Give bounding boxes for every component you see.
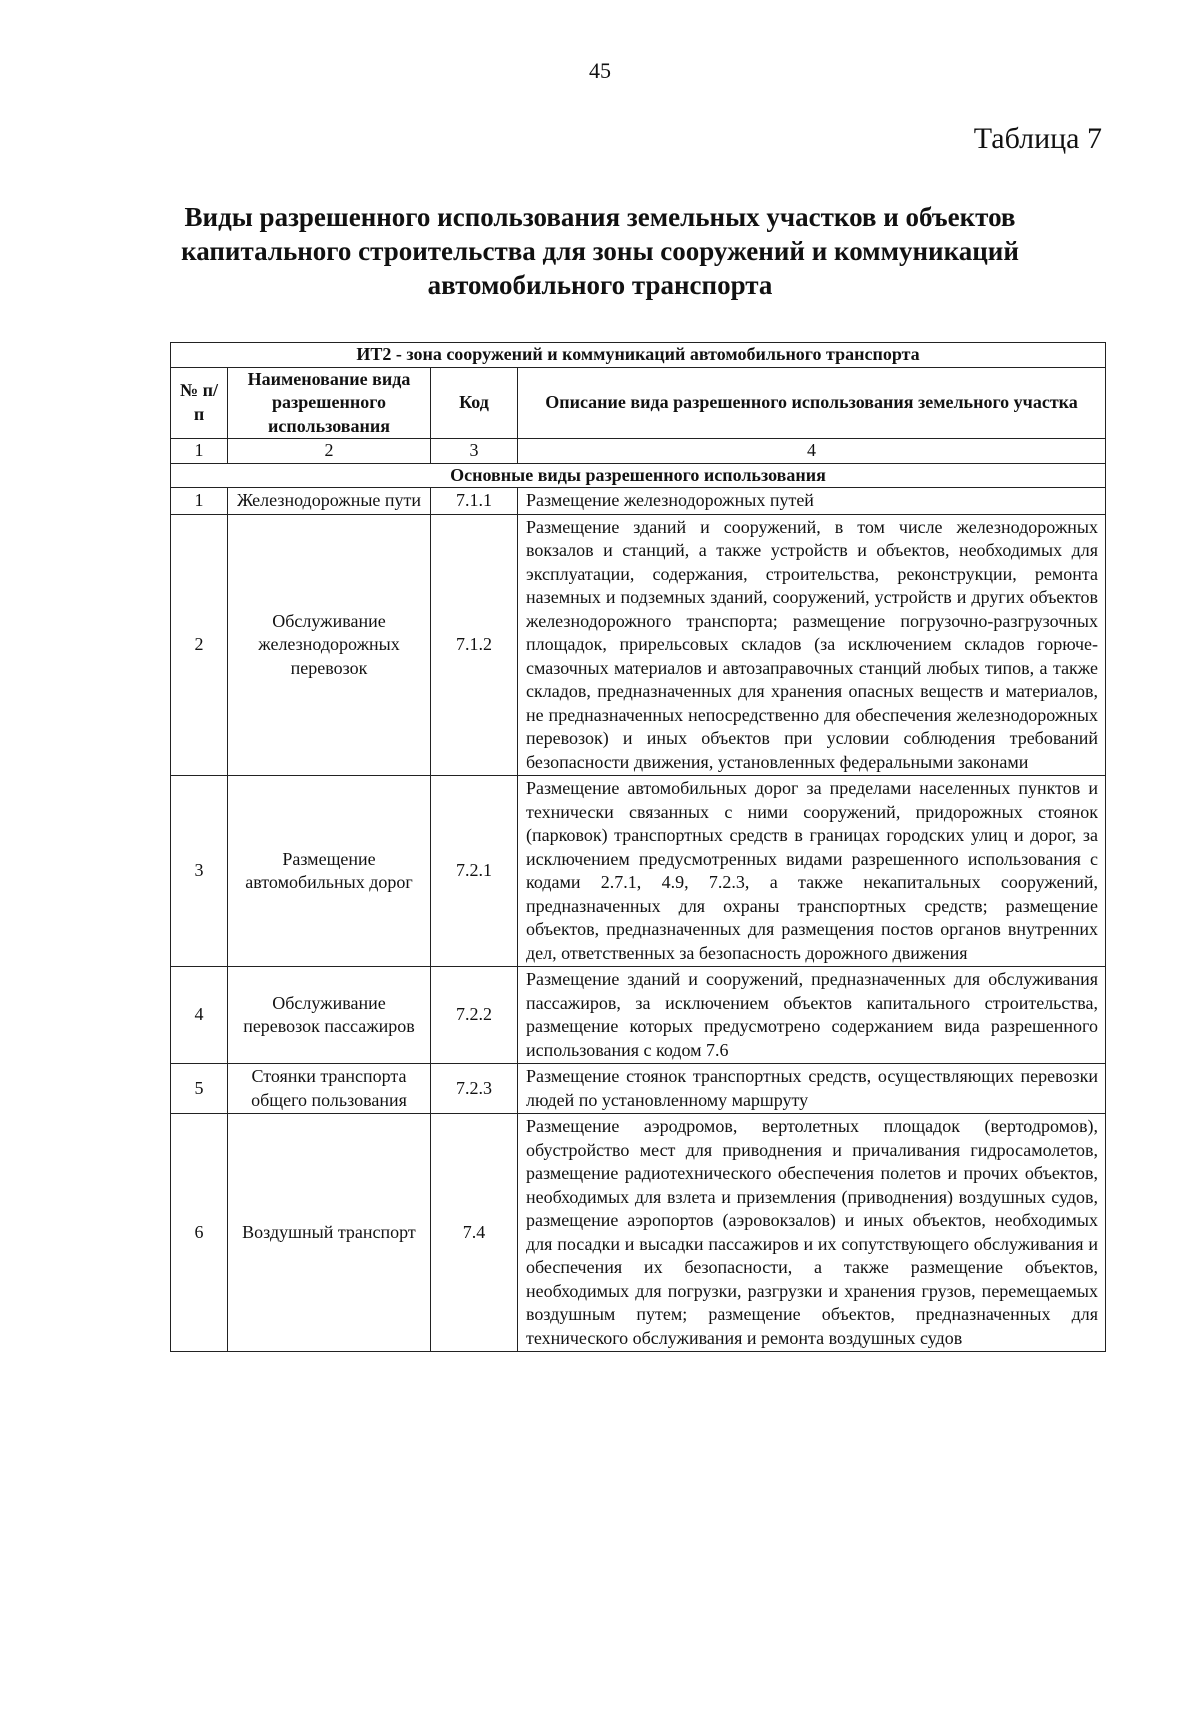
column-index-row	[171, 439, 1106, 464]
title-line: автомобильного транспорта	[427, 270, 773, 300]
row-name: Размещение автомобильных дорог	[228, 776, 431, 967]
row-name: Обслуживание железнодорожных перевозок	[228, 514, 431, 776]
table-row	[171, 1064, 1106, 1114]
row-code: 7.4	[431, 1114, 518, 1352]
header-code: Код	[431, 367, 518, 439]
row-description: Размещение железнодорожных путей	[518, 488, 1106, 515]
document-title	[150, 200, 1050, 302]
title-line: капитального строительства для зоны сооружений и коммуникаций	[181, 236, 1019, 266]
zone-title: ИТ2 - зона сооружений и коммуникаций автомобильного транспорта	[171, 343, 1106, 368]
table-label: Таблица 7	[973, 122, 1102, 155]
row-name: Воздушный транспорт	[228, 1114, 431, 1352]
row-name: Стоянки транспорта общего пользования	[228, 1064, 431, 1114]
row-num: 5	[171, 1064, 228, 1114]
row-code: 7.2.1	[431, 776, 518, 967]
row-description: Размещение зданий и сооружений, в том числе железнодорожных вокзалов и станций, а также устройств и объектов, необходимых для эксплуатации, содержания, строительства, реконструкции, ремонта наземных и подземных зданий, сооружений, устройств и других объектов железнодорожного транспорта; размещение погрузочно-разгрузочных площадок, прирельсовых складов (за исключением складов горюче-смазочных материалов и автозаправочных станций любых типов, а также складов, предназначенных для хранения опасных веществ и материалов, не предназначенных непосредственно для обеспечения железнодорожных перевозок) и иных объектов при условии соблюдения требований безопасности движения, установленных федеральными законами	[518, 514, 1106, 776]
row-description: Размещение автомобильных дорог за пределами населенных пунктов и технически связанных с ними сооружений, придорожных стоянок (парковок) транспортных средств в границах городских улиц и дорог, за исключением предусмотренных видами разрешенного использования с кодами 2.7.1, 4.9, 7.2.3, а также некапитальных сооружений, предназначенных для охраны транспортных средств; размещение объектов, предназначенных для размещения постов органов внутренних дел, ответственных за безопасность дорожного движения	[518, 776, 1106, 967]
row-code: 7.1.2	[431, 514, 518, 776]
column-index: 4	[518, 439, 1106, 464]
table-row	[171, 514, 1106, 776]
row-code: 7.1.1	[431, 488, 518, 515]
land-use-table	[170, 342, 1106, 1352]
row-name: Железнодорожные пути	[228, 488, 431, 515]
header-name: Наименование вида разрешенного использования	[228, 367, 431, 439]
section-title-row	[171, 463, 1106, 488]
row-num: 4	[171, 967, 228, 1064]
row-num: 2	[171, 514, 228, 776]
row-code: 7.2.3	[431, 1064, 518, 1114]
row-name: Обслуживание перевозок пассажиров	[228, 967, 431, 1064]
table-row	[171, 488, 1106, 515]
row-num: 1	[171, 488, 228, 515]
header-description: Описание вида разрешенного использования земельного участка	[518, 367, 1106, 439]
row-description: Размещение стоянок транспортных средств, осуществляющих перевозки людей по установленному маршруту	[518, 1064, 1106, 1114]
row-code: 7.2.2	[431, 967, 518, 1064]
table-row	[171, 967, 1106, 1064]
header-row	[171, 367, 1106, 439]
row-num: 6	[171, 1114, 228, 1352]
title-line: Виды разрешенного использования земельных участков и объектов	[184, 202, 1016, 232]
row-num: 3	[171, 776, 228, 967]
header-num: № п/п	[171, 367, 228, 439]
row-description: Размещение зданий и сооружений, предназначенных для обслуживания пассажиров, за исключением объектов капитального строительства, размещение которых предусмотрено содержанием вида разрешенного использования с кодом 7.6	[518, 967, 1106, 1064]
table-row	[171, 1114, 1106, 1352]
section-title: Основные виды разрешенного использования	[171, 463, 1106, 488]
column-index: 2	[228, 439, 431, 464]
zone-title-row	[171, 343, 1106, 368]
column-index: 3	[431, 439, 518, 464]
row-description: Размещение аэродромов, вертолетных площадок (вертодромов), обустройство мест для приводнения и причаливания гидросамолетов, размещение радиотехнического обеспечения полетов и прочих объектов, необходимых для взлета и приземления (приводнения) воздушных судов, размещение аэропортов (аэровокзалов) и иных объектов, необходимых для посадки и высадки пассажиров и их сопутствующего обслуживания и обеспечения их безопасности, а также размещение объектов, необходимых для погрузки, разгрузки и хранения грузов, перемещаемых воздушным путем; размещение объектов, предназначенных для технического обслуживания и ремонта воздушных судов	[518, 1114, 1106, 1352]
table-row	[171, 776, 1106, 967]
page-number: 45	[589, 58, 611, 83]
column-index: 1	[171, 439, 228, 464]
